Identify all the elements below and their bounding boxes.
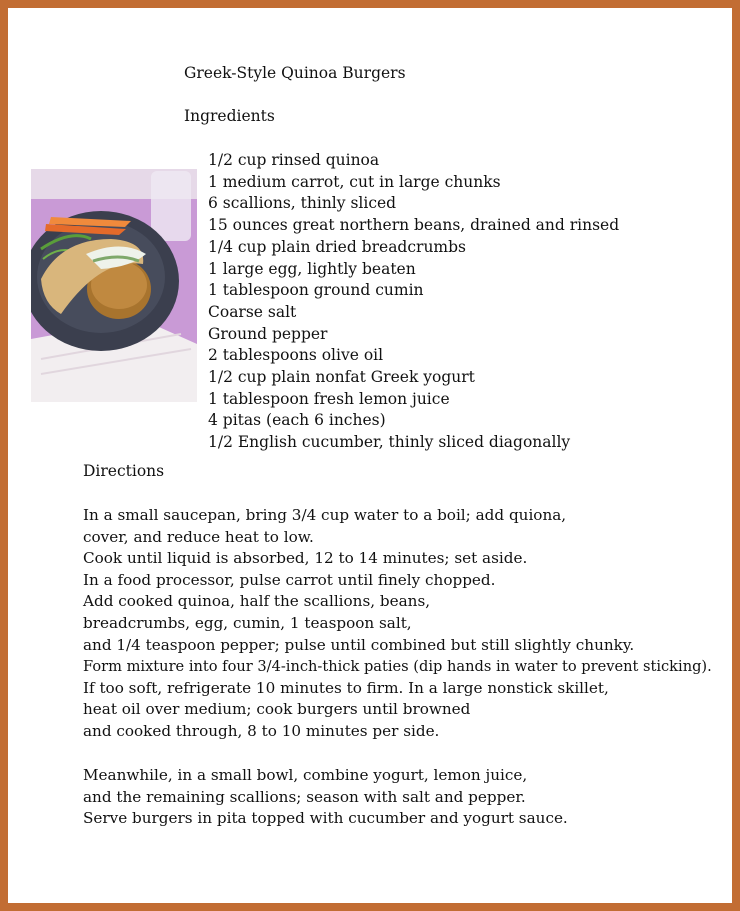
recipe-title: Greek-Style Quinoa Burgers <box>184 64 406 82</box>
list-item: 1/2 cup plain nonfat Greek yogurt <box>208 368 475 387</box>
direction-line: and 1/4 teaspoon pepper; pulse until combined but still slightly chunky. <box>83 635 635 654</box>
quinoa-burger-photo <box>31 169 197 402</box>
list-item: Ground pepper <box>208 324 328 343</box>
direction-line: heat oil over medium; cook burgers until browned <box>83 700 471 719</box>
direction-line: and cooked through, 8 to 10 minutes per side. <box>83 721 440 740</box>
list-item: 1 large egg, lightly beaten <box>208 259 416 278</box>
directions-paragraph-2 <box>83 765 568 830</box>
direction-line: Add cooked quinoa, half the scallions, beans, <box>83 592 431 611</box>
direction-line: and the remaining scallions; season with salt and pepper. <box>83 787 526 806</box>
directions-heading: Directions <box>83 462 165 480</box>
list-item: 1 tablespoon ground cumin <box>208 281 424 300</box>
direction-line: breadcrumbs, egg, cumin, 1 teaspoon salt, <box>83 613 412 632</box>
list-item: 2 tablespoons olive oil <box>208 346 384 365</box>
list-item: 1 tablespoon fresh lemon juice <box>208 389 450 408</box>
direction-line: If too soft, refrigerate 10 minutes to firm. In a large nonstick skillet, <box>83 678 609 697</box>
direction-line: cover, and reduce heat to low. <box>83 527 314 546</box>
direction-line: In a small saucepan, bring 3/4 cup water to a boil; add quiona, <box>83 506 567 524</box>
direction-line: Form mixture into four 3/4-inch-thick paties (dip hands in water to prevent sticking). <box>83 658 712 676</box>
direction-line: Cook until liquid is absorbed, 12 to 14 minutes; set aside. <box>83 549 528 568</box>
list-item: 1 medium carrot, cut in large chunks <box>208 172 501 191</box>
list-item: 6 scallions, thinly sliced <box>208 194 397 213</box>
direction-line: Serve burgers in pita topped with cucumber and yogurt sauce. <box>83 809 568 828</box>
list-item: 1/4 cup plain dried breadcrumbs <box>208 237 466 256</box>
list-item: 1/2 English cucumber, thinly sliced diagonally <box>208 433 571 452</box>
list-item: 4 pitas (each 6 inches) <box>208 411 386 430</box>
direction-line: Meanwhile, in a small bowl, combine yogurt, lemon juice, <box>83 766 528 784</box>
ingredients-heading: Ingredients <box>184 107 275 125</box>
list-item: 1/2 cup rinsed quinoa <box>208 151 380 169</box>
list-item: 15 ounces great northern beans, drained and rinsed <box>208 216 620 235</box>
list-item: Coarse salt <box>208 302 297 321</box>
ingredients-list <box>208 150 619 454</box>
directions-paragraph-1 <box>83 505 712 743</box>
direction-line: In a food processor, pulse carrot until finely chopped. <box>83 570 496 589</box>
